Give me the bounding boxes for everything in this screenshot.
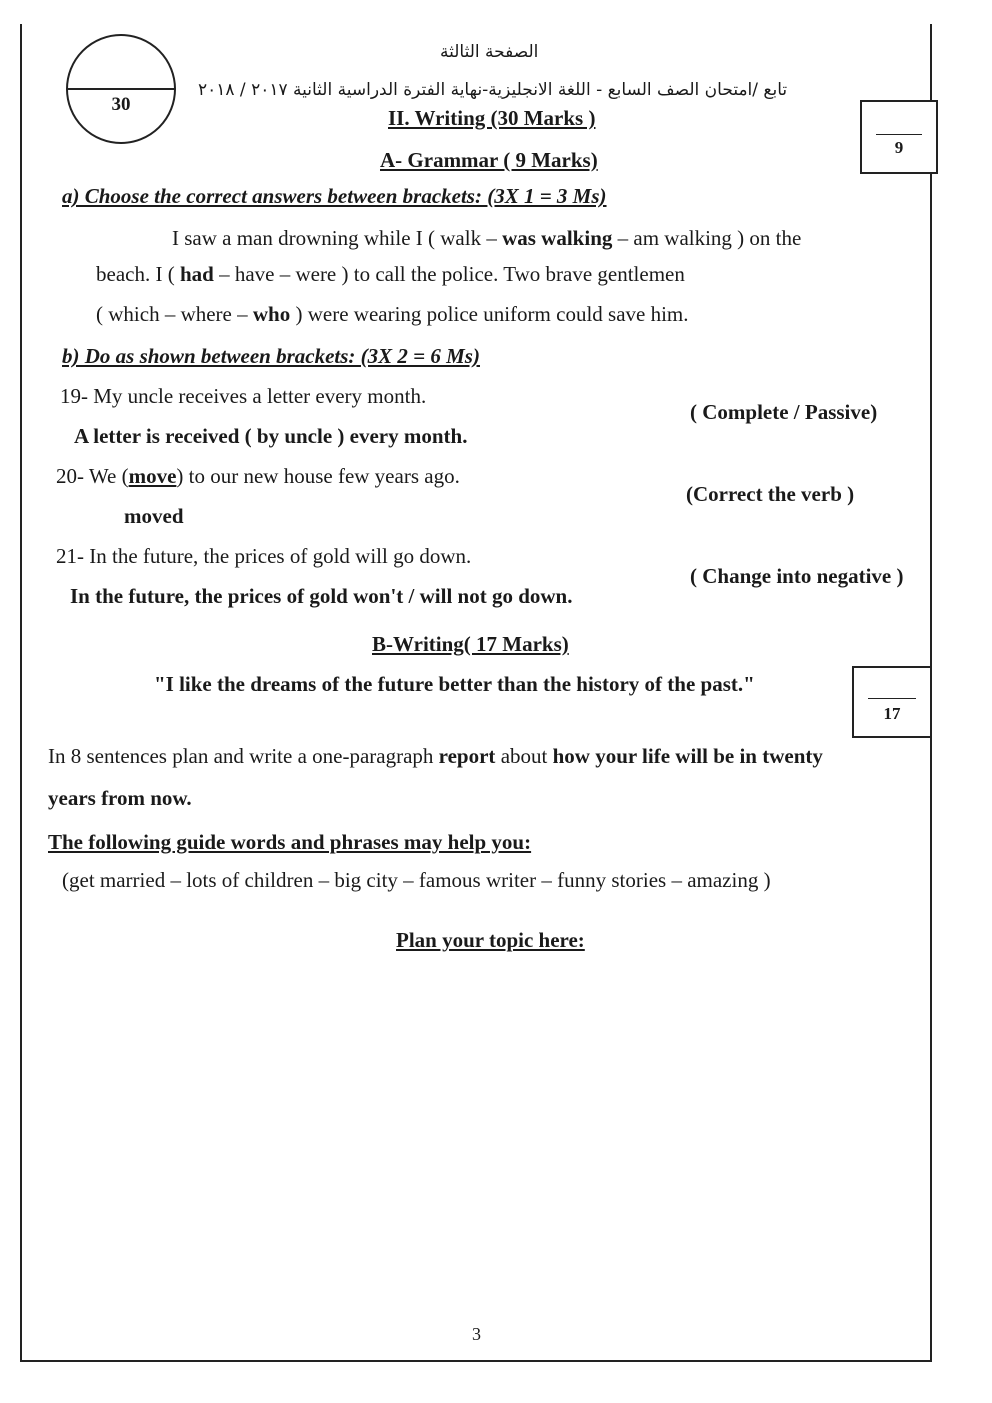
grammar-score-box [860,100,938,174]
item-19-instruction: ( Complete / Passive) [690,400,878,424]
grammar-score-value: 9 [894,138,904,157]
part-a-line-3 [96,302,689,327]
item-20-instruction: (Correct the verb ) [686,482,855,506]
writing-task-line-1 [48,744,823,769]
item-20-question [56,464,460,489]
part-a-line-2 [96,262,685,287]
item-20-pre: 20- We ( [56,464,129,488]
plan-label: Plan your topic here: [396,928,585,952]
item-21-instruction: ( Change into negative ) [690,564,904,588]
guide-words: (get married – lots of children – big city – famous writer – funny stories – amazing ) [62,868,771,892]
total-marks-circle [66,34,176,144]
part-a-line-1 [172,226,801,251]
line3-answer: who [252,302,291,326]
line2-post: – have – were ) to call the police. Two brave gentlemen [213,262,685,286]
section-title: II. Writing (30 Marks ) [388,106,596,130]
item-19-answer: A letter is received ( by uncle ) every month. [74,424,468,448]
line2-pre: beach. I ( [96,262,180,286]
writing-quote: "I like the dreams of the future better than the history of the past." [154,672,755,696]
writing-task-line-2: years from now. [48,786,192,810]
score-line [868,698,916,699]
line3-pre: ( which – where – [96,302,253,326]
task-report: report [438,744,496,768]
writing-score-value: 17 [883,704,901,723]
task-mid: about [495,744,553,768]
part-a-instruction: a) Choose the correct answers between brackets: (3X 1 = 3 Ms) [62,184,607,208]
item-20-post: ) to our new house few years ago. [176,464,460,488]
line1-pre: I saw a man drowning while I ( walk – [172,226,503,250]
total-marks-value: 30 [111,94,131,115]
line1-answer: was walking [502,226,613,250]
task-topic: how your life will be in twenty [552,744,823,768]
page-label-arabic: الصفحة الثالثة [440,42,539,62]
line2-answer: had [179,262,214,286]
line1-post: – am walking ) on the [612,226,802,250]
exam-title-arabic: تابع /امتحان الصف السابع - اللغة الانجليزية-نهاية الفترة الدراسية الثانية ٢٠١٧ / ٢٠١٨ [198,80,788,100]
score-line [876,134,922,135]
item-20-word: move [128,464,177,488]
writing-score-box [852,666,932,738]
item-19-question: 19- My uncle receives a letter every month. [60,384,427,408]
grammar-title: A- Grammar ( 9 Marks) [380,148,598,172]
task-pre: In 8 sentences plan and write a one-paragraph [48,744,439,768]
page-number: 3 [472,1324,481,1344]
writing-title: B-Writing( 17 Marks) [372,632,569,656]
part-b-instruction: b) Do as shown between brackets: (3X 2 = 6 Ms) [62,344,480,368]
item-20-answer: moved [124,504,184,528]
circle-divider [68,88,174,90]
item-21-question: 21- In the future, the prices of gold will go down. [56,544,472,568]
item-21-answer: In the future, the prices of gold won't / will not go down. [70,584,573,608]
line3-post: ) were wearing police uniform could save him. [290,302,689,326]
guide-title: The following guide words and phrases may help you: [48,830,532,854]
